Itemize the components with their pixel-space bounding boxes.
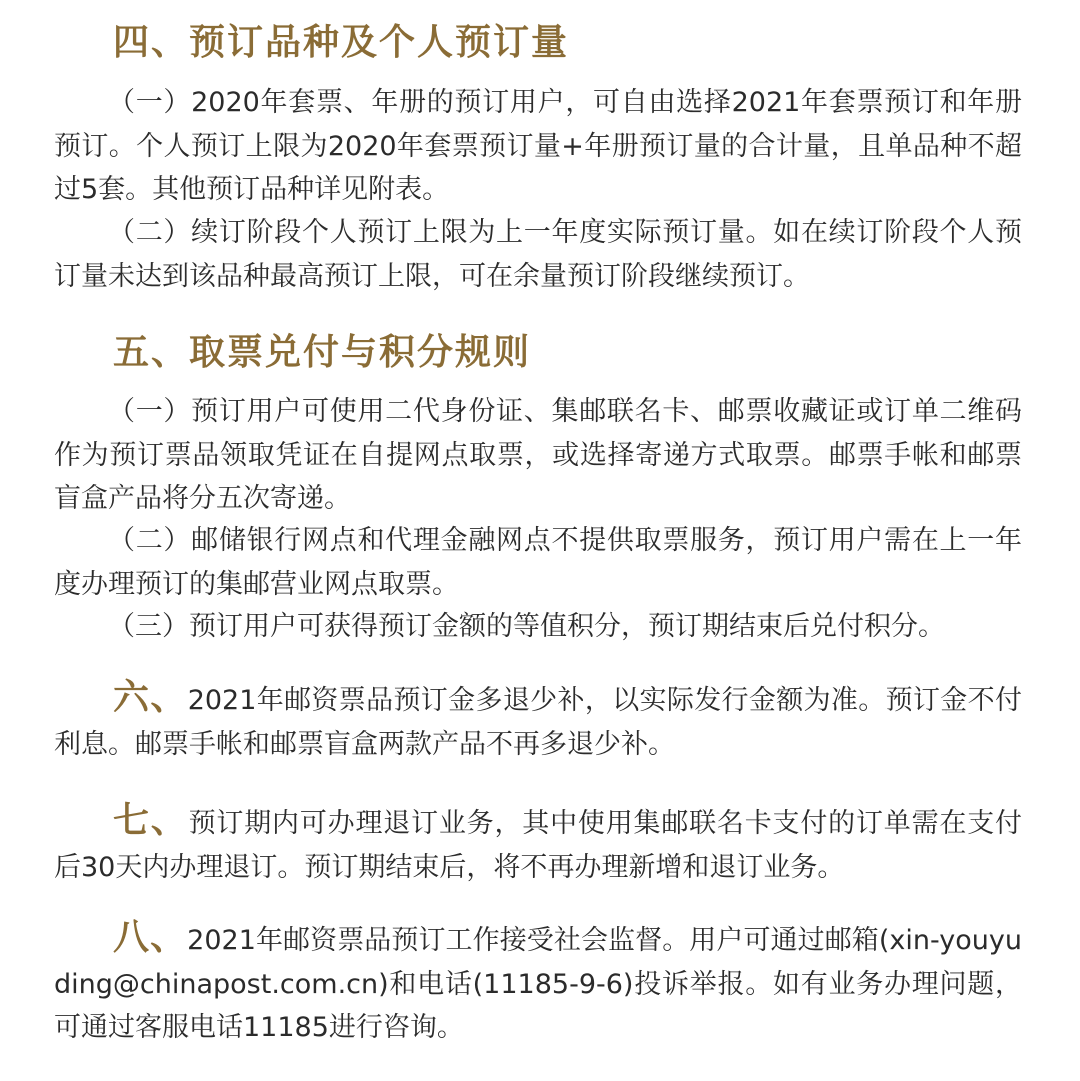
section-6-paragraph (54, 676, 1022, 766)
section-4-heading: 四、预订品种及个人预订量 (113, 22, 570, 63)
section-7-paragraph (54, 799, 1022, 889)
section-7-text: 预订期内可办理退订业务，其中使用集邮联名卡支付的订单需在支付后30天内办理退订。预订期结束后，将不再办理新增和退订业务。 (54, 808, 1022, 883)
section-6-text: 2021年邮资票品预订金多退少补，以实际发行金额为准。预订金不付利息。邮票手帐和邮票盲盒两款产品不再多退少补。 (54, 685, 1022, 760)
section-5-paragraph-2: （二）邮储银行网点和代理金融网点不提供取票服务，预订用户需在上一年度办理预订的集邮营业网点取票。 (54, 525, 1022, 600)
section-5-paragraph-3: （三）预订用户可获得预订金额的等值积分，预订期结束后兑付积分。 (108, 611, 945, 642)
section-4-paragraph-2: （二）续订阶段个人预订上限为上一年度实际预订量。如在续订阶段个人预订量未达到该品种最高预订上限，可在余量预订阶段继续预订。 (54, 217, 1022, 292)
section-8-text: 2021年邮资票品预订工作接受社会监督。用户可通过邮箱(xin-youyuding@chinapost.com.cn)和电话(11185-9-6)投诉举报。如有业务办理问题，可通过客服电话11185进行咨询。 (54, 925, 1022, 1043)
section-6-number: 六、 (113, 677, 188, 718)
section-8-number: 八、 (113, 917, 188, 958)
section-7-number: 七、 (113, 800, 189, 841)
section-5-paragraph-1: （一）预订用户可使用二代身份证、集邮联名卡、邮票收藏证或订单二维码作为预订票品领取凭证在自提网点取票，或选择寄递方式取票。邮票手帐和邮票盲盒产品将分五次寄递。 (54, 396, 1022, 514)
section-4-paragraph-1: （一）2020年套票、年册的预订用户，可自由选择2021年套票预订和年册预订。个人预订上限为2020年套票预订量+年册预订量的合计量，且单品种不超过5套。其他预订品种详见附表。 (54, 87, 1022, 205)
section-5-heading: 五、取票兑付与积分规则 (113, 332, 532, 373)
section-8-paragraph (54, 916, 1022, 1050)
